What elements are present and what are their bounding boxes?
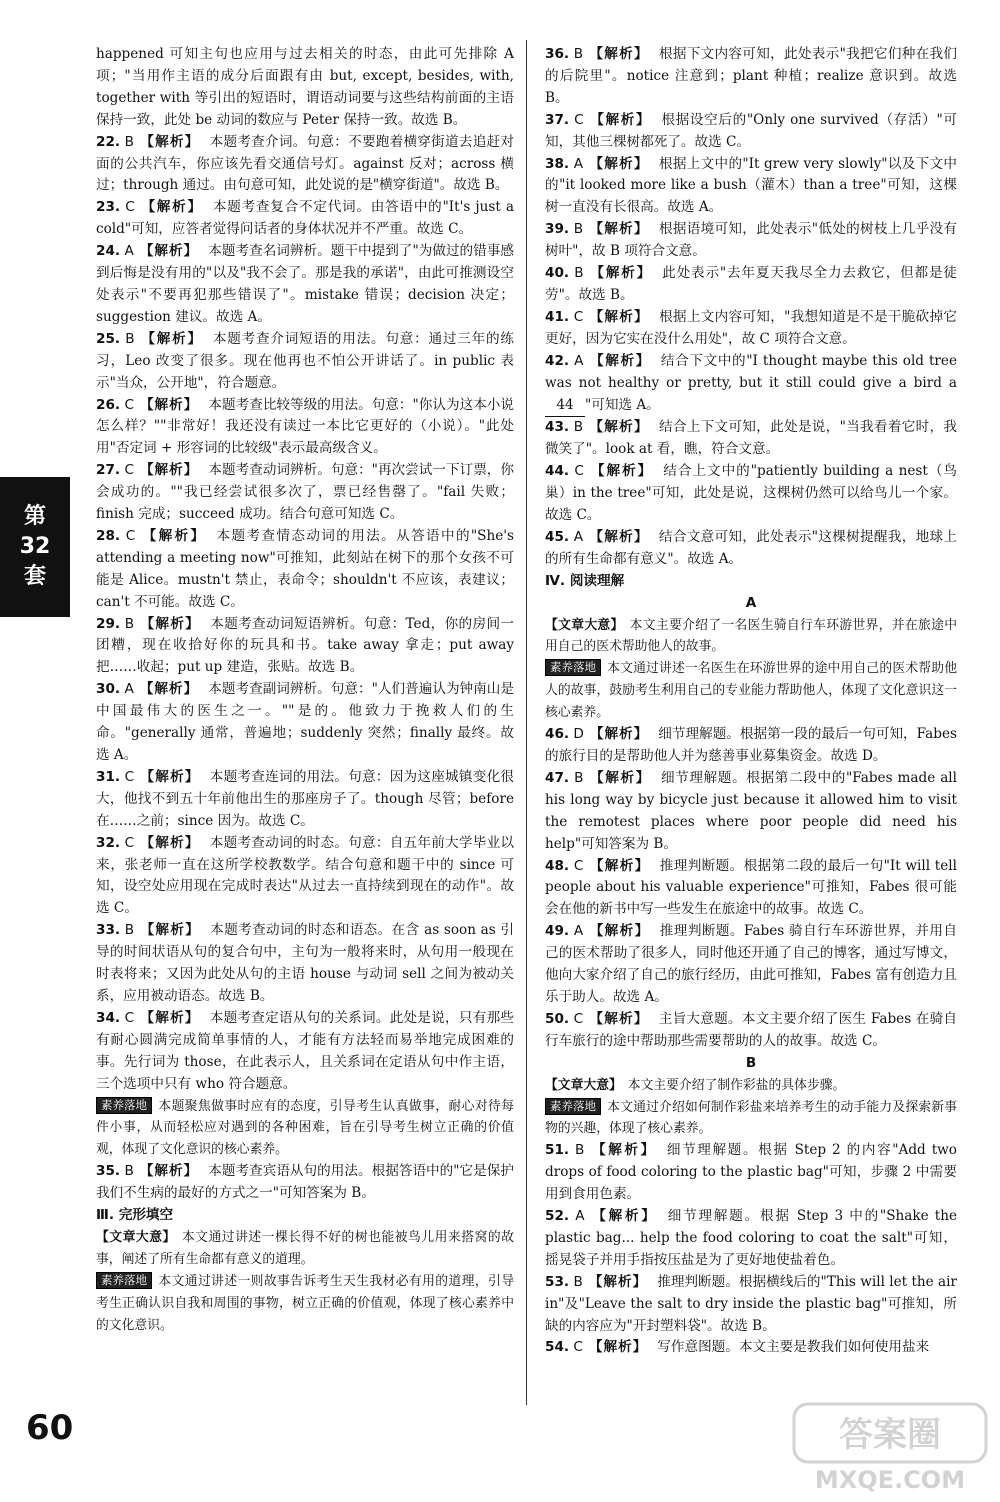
explanation-text: 本题考查宾语从句的用法。根据答语中的"它是保护我们不生病的最好的方式之一"可知答案为 B。: [96, 1163, 514, 1202]
explanation-text: 本题考查复合不定代词。由答语中的"It's just a cold"可知，应答者觉得问话者的身体状况并不严重。故选 C。: [96, 199, 515, 238]
section-heading: Ⅲ. 完形填空: [96, 1207, 174, 1224]
core-literacy-note: [545, 1097, 957, 1141]
continued-paragraph: happened 可知主句也应用与过去相关的时态，由此可先排除 A 项；"当用作主语的成分后面跟有由 but, except, besides, with, together with 等引出的短语时，谓语动词要与这些结构前面的主语保持一致，此处 be 动词的数应与 Peter 保持一致。故选 B。: [96, 46, 514, 128]
answer-item: [96, 132, 514, 198]
analysis-tag: 【解析】: [140, 199, 203, 216]
answer-letter: C: [124, 834, 135, 851]
answer-item: [545, 1140, 957, 1206]
explanation-text: 根据上文内容可知，"我想知道是不是干脆砍掉它更好，因为它实在没什么用处"，故 C 项符合文意。: [545, 308, 957, 347]
explanation-text: 本题考查副词辨析。句意："人们普遍认为钟南山是中国最伟大的医生之一。""是的。他致力于挽救人们的生命。"generally 通常，普遍地；suddenly 突然；finally 最终。故选 A。: [96, 681, 514, 763]
answer-letter: D: [573, 726, 584, 743]
analysis-tag: 【解析】: [140, 133, 200, 150]
explanation-text: 写作意图题。本文主要是教我们如何使用盐来: [657, 1339, 930, 1356]
question-number: 48.: [545, 857, 570, 874]
analysis-tag: 【解析】: [589, 769, 651, 786]
explanation-text: 此处表示"去年夏天我尽全力去救它，但都是徒劳"。故选 B。: [545, 265, 958, 303]
explanation-text: 主旨大意题。本文主要介绍了医生 Fabes 在骑自行车旅行的途中帮助那些需要帮助的人的故事。故选 C。: [545, 1010, 957, 1049]
article-summary: [96, 1227, 514, 1271]
analysis-tag: 【解析】: [140, 1009, 200, 1026]
page-number: 60: [26, 1408, 74, 1448]
question-number: 27.: [96, 462, 121, 479]
analysis-tag: 【解析】: [589, 111, 652, 128]
question-number: 53.: [545, 1273, 570, 1290]
explanation-text: 本题考查动词的时态。句意：自五年前大学毕业以来，张老师一直在这所学校教数学。结合句意和题干中的 since 可知，设空处应用现在完成时表达"从过去一直持续到现在的动作"。故选 C。: [96, 834, 515, 917]
answer-item: [545, 154, 957, 220]
analysis-tag: 【解析】: [590, 1208, 658, 1225]
answer-item: [96, 1008, 514, 1096]
answer-item: [96, 614, 514, 680]
explanation-text: 细节理解题。根据 Step 2 的内容"Add two drops of food coloring to the plastic bag"可知，步骤 2 中需要用到食用色素。: [545, 1142, 957, 1203]
analysis-tag: 【解析】: [589, 528, 649, 545]
answer-letter: B: [573, 419, 584, 436]
analysis-tag: 【解析】: [589, 1010, 649, 1027]
answer-letter: A: [124, 681, 134, 698]
explanation-text: 结合上文中的"patiently building a nest（鸟巢）in the tree"可知，此处是说，这棵树仍然可以给鸟儿一个家。故选 C。: [545, 463, 957, 524]
answer-item: [545, 417, 957, 461]
explanation-text: "可知选 A。: [585, 396, 660, 413]
set-number-tab: [0, 477, 70, 617]
question-number: 44.: [545, 463, 570, 480]
analysis-tag: 【解析】: [589, 265, 653, 282]
answer-item: [545, 1206, 957, 1272]
answer-item: [96, 460, 514, 526]
left-column: [96, 44, 514, 1336]
explanation-text: 本题考查动词的时态和语态。在含 as soon as 引导的时间状语从句的复合句中，主句为一般将来时，从句用一般现在时表将来；又因为此处从句的主语 house 与动词 sell 之间为被动关系，应用被动语态。故选 B。: [96, 922, 515, 1004]
question-number: 46.: [545, 726, 570, 743]
answer-letter: C: [124, 768, 135, 785]
literacy-badge: 素养落地: [96, 1272, 152, 1289]
right-column: [545, 44, 957, 1359]
analysis-tag: 【解析】: [139, 243, 199, 260]
answer-item: [96, 679, 514, 767]
section-heading: Ⅳ. 阅读理解: [545, 572, 625, 589]
analysis-tag: 【解析】: [139, 396, 199, 413]
question-number: 41.: [545, 308, 570, 325]
summary-label: 【文章大意】: [545, 617, 624, 633]
question-number: 32.: [96, 834, 121, 851]
analysis-tag: 【解析】: [140, 615, 201, 632]
answer-item: [545, 110, 957, 154]
side-tab-char: 套: [23, 564, 46, 589]
answer-letter: C: [125, 527, 136, 544]
answer-item: [545, 307, 957, 351]
question-number: 34.: [96, 1009, 121, 1026]
question-number: 22.: [96, 133, 121, 150]
answer-letter: C: [574, 463, 584, 480]
answer-item: [545, 351, 957, 418]
question-number: 30.: [96, 681, 121, 698]
answer-item: [96, 767, 514, 833]
question-number: 24.: [96, 243, 121, 260]
explanation-text: 本题考查比较等级的用法。句意："你认为这本小说怎么样？""非常好！我还没有读过一本比它更好的（小说）。"此处用"否定词 + 形容词的比较级"表示最高级含义。: [96, 396, 514, 457]
explanation-text: 本题考查介词短语的用法。句意：通过三年的练习，Leo 改变了很多。现在他再也不怕公开讲话了。in public 表示"当众，公开地"，符合题意。: [96, 330, 515, 391]
answer-item: [96, 329, 514, 395]
answer-letter: C: [124, 1009, 135, 1026]
explanation-text: 结合文意可知，此处表示"这棵树提醒我，地球上的所有生命都有意义"。故选 A。: [545, 528, 957, 567]
side-tab-number: 32: [19, 534, 51, 559]
side-tab-char: 第: [23, 504, 46, 529]
analysis-tag: 【解析】: [589, 463, 654, 480]
explanation-text: 结合下文中的"I thought maybe this old tree was not healthy or pretty, but it still could give a bird a: [545, 352, 958, 391]
passage-label: B: [745, 1054, 757, 1071]
question-number: 49.: [545, 923, 570, 940]
passage-label: A: [745, 594, 757, 611]
literacy-text: 本文通过讲述一名医生在环游世界的途中用自己的医术帮助他人的故事，鼓励考生利用自己的专业能力帮助他人，体现了文化意识这一核心素养。: [545, 661, 957, 721]
article-summary: [545, 1075, 957, 1097]
blank-number: 44: [545, 395, 585, 418]
explanation-text: 根据上文中的"It grew very slowly"以及下文中的"it looked more like a bush（灌木）than a tree"可知，这棵树一直没有长很高。故选 A。: [545, 155, 958, 216]
answer-item: [545, 1272, 957, 1338]
answer-letter: B: [574, 769, 584, 786]
explanation-text: 本题考查连词的用法。句意：因为这座城镇变化很大，他找不到五十年前他出生的那座房子了。though 尽管；before 在……之前；since 因为。故选 C。: [96, 768, 515, 829]
explanation-text: 推理判断题。根据横线后的"This will let the air in"及"Leave the salt to dry inside the plastic bag"可推知，所缺的内容应为"开封塑料袋"。故选 B。: [545, 1273, 957, 1334]
answer-letter: A: [573, 923, 584, 940]
answer-item: [545, 44, 957, 110]
question-number: 42.: [545, 352, 570, 369]
analysis-tag: 【解析】: [139, 1163, 199, 1180]
analysis-tag: 【解析】: [140, 330, 203, 347]
answer-letter: B: [125, 330, 135, 347]
site-watermark-logo: [790, 1400, 990, 1496]
literacy-text: 本文通过讲述一则故事告诉考生天生我材必有用的道理，引导考生正确认识自我和周围的事物，树立正确的价值观，体现了核心素养中的文化意识。: [96, 1273, 514, 1333]
question-number: 29.: [96, 615, 121, 632]
analysis-tag: 【解析】: [588, 1273, 648, 1290]
explanation-text: 本题考查名词辨析。题干中提到了"为做过的错事感到后悔是没有用的"以及"我不会了。那是我的承诺"，由此可推测设空处表示"不要再犯那些错误了"。mistake 错误；decision 决定；suggestion 建议。故选 A。: [96, 243, 514, 325]
literacy-text: 本文通过介绍如何制作彩盐来培养考生的动手能力及探索新事物的兴趣，体现了核心素养。: [545, 1099, 957, 1137]
explanation-text: 本题考查定语从句的关系词。此处是说，只有那些有耐心圆满完成简单事情的人，才能有方法轻而易举地完成困难的事。先行词为 those，在此表示人，且关系词在定语从句中作主语，三个选项中只有 who 符合题意。: [96, 1009, 515, 1092]
answer-item: [545, 219, 957, 263]
answer-item: [96, 1161, 514, 1205]
literacy-text: 本题聚焦做事时应有的态度，引导考生认真做事，耐心对待每件小事，从而轻松应对遇到的各种困难，旨在引导考生树立正确的价值观，体现了文化意识的核心素养。: [96, 1098, 514, 1158]
explanation-text: 根据语境可知，此处表示"低处的树枝上几乎没有树叶"，故 B 项符合文意。: [545, 221, 957, 260]
explanation-text: 细节理解题。根据 Step 3 中的"Shake the plastic bag... help the food coloring to coat the salt"可知，摇晃袋子并用手指按压盐是为了更好地使盐着色。: [545, 1208, 958, 1268]
summary-text: 本文主要介绍了制作彩盐的具体步骤。: [627, 1077, 846, 1093]
analysis-tag: 【解析】: [589, 857, 650, 874]
explanation-text: 细节理解题。根据第二段中的"Fabes made all his long way by bicycle just because it allowed him to visit the remotest places where poor people did need his help"可知答案为 B。: [545, 769, 957, 852]
answer-letter: B: [573, 46, 584, 62]
analysis-tag: 【解析】: [589, 726, 649, 743]
analysis-tag: 【解析】: [589, 155, 649, 172]
question-number: 31.: [96, 768, 121, 785]
answer-letter: C: [124, 462, 134, 479]
explanation-text: 推理判断题。Fabes 骑自行车环游世界，并用自己的医术帮助了很多人，同时他还开通了自己的博客，通过写博文，他向大家介绍了自己的旅行经历，由此可推知，Fabes 富有创造力且乐于助人。故选 A。: [545, 923, 958, 1005]
answer-letter: C: [574, 111, 584, 128]
question-number: 40.: [545, 265, 570, 282]
analysis-tag: 【解析】: [589, 923, 650, 940]
answer-letter: A: [573, 528, 584, 545]
answer-item: [545, 856, 957, 922]
answer-letter: C: [573, 857, 584, 874]
explanation-text: 本题考查动词辨析。句意："再次尝试一下订票，你会成功的。""我已经尝试很多次了，票已经售罄了。"fail 失败；finish 完成；succeed 成功。结合句意可知选 C。: [96, 462, 514, 523]
question-number: 50.: [545, 1010, 570, 1027]
explanation-text: 本题考查动词短语辨析。句意：Ted，你的房间一团糟，现在收拾好你的玩具和书。take away 拿走；put away 把……收起；put up 建造，张贴。故选 B。: [96, 615, 515, 676]
answer-item: [96, 526, 514, 614]
answer-letter: C: [573, 1010, 584, 1027]
answer-item: [545, 527, 957, 571]
answer-letter: B: [574, 265, 584, 282]
question-number: 45.: [545, 528, 570, 545]
answer-letter: C: [573, 1339, 583, 1356]
question-number: 36.: [545, 46, 570, 62]
article-summary: [545, 615, 957, 659]
question-number: 54.: [545, 1339, 570, 1356]
explanation-text: 结合上下文可知，此处是说，"当我看着它时，我微笑了"。look at 看，瞧，符合文意。: [545, 419, 957, 458]
summary-label: 【文章大意】: [545, 1077, 622, 1093]
answer-letter: B: [124, 922, 135, 939]
answer-letter: A: [573, 155, 584, 172]
literacy-badge: 素养落地: [545, 1098, 601, 1115]
answer-item: [96, 833, 514, 921]
answer-letter: B: [124, 133, 134, 150]
analysis-tag: 【解析】: [589, 352, 651, 369]
analysis-tag: 【解析】: [590, 1142, 657, 1159]
summary-label: 【文章大意】: [96, 1229, 176, 1245]
analysis-tag: 【解析】: [588, 1339, 648, 1356]
explanation-text: 本题考查情态动词的用法。从答语中的"She's attending a meeting now"可推知，此刻站在树下的那个女孩不可能是 Alice。mustn't 禁止，表命令；shouldn't 不应该，表建议；can't 不可能。故选 C。: [96, 527, 515, 610]
answer-letter: B: [573, 221, 584, 238]
answer-letter: C: [573, 308, 584, 325]
question-number: 38.: [545, 155, 570, 172]
answer-letter: B: [575, 1142, 585, 1159]
analysis-tag: 【解析】: [141, 527, 207, 544]
question-number: 51.: [545, 1142, 570, 1159]
analysis-tag: 【解析】: [139, 462, 199, 479]
explanation-text: 细节理解题。根据第一段的最后一句可知，Fabes 的旅行目的是帮助他人并为慈善事业募集资金。故选 D。: [545, 726, 957, 764]
svg-text:MXQE.COM: MXQE.COM: [814, 1466, 966, 1494]
question-number: 37.: [545, 111, 570, 128]
question-number: 52.: [545, 1208, 570, 1225]
analysis-tag: 【解析】: [139, 681, 199, 698]
analysis-tag: 【解析】: [589, 221, 649, 238]
explanation-text: 本题考查介词。句意：不要跑着横穿街道去追赶对面的公共汽车，你应该先看交通信号灯。against 反对；across 横过；through 通过。由句意可知，此处说的是"横穿街道"。故选 B。: [96, 133, 515, 194]
analysis-tag: 【解析】: [140, 922, 201, 939]
question-number: 33.: [96, 922, 121, 939]
answer-letter: A: [124, 243, 134, 260]
question-number: 26.: [96, 396, 121, 413]
literacy-badge: 素养落地: [96, 1097, 152, 1114]
answer-item: [545, 263, 957, 307]
explanation-text: 根据下文内容可知，此处表示"我把它们种在我们的后院里"。notice 注意到；plant 种植；realize 意识到。故选 B。: [545, 46, 957, 106]
answer-letter: B: [573, 1273, 583, 1290]
question-number: 25.: [96, 330, 121, 347]
question-number: 35.: [96, 1163, 121, 1180]
analysis-tag: 【解析】: [589, 308, 650, 325]
answer-item: [545, 461, 957, 527]
explanation-text: 推理判断题。根据第二段的最后一句"It will tell people about his valuable experience"可推知，Fabes 很可能会在他的新书中写一些发生在旅途中的故事。故选 C。: [545, 857, 958, 918]
question-number: 47.: [545, 769, 570, 786]
question-number: 23.: [96, 199, 121, 216]
core-literacy-note: [96, 1096, 514, 1162]
answer-item: [96, 920, 514, 1008]
answer-letter: A: [574, 352, 584, 369]
answer-item: [545, 1009, 957, 1053]
core-literacy-note: [545, 658, 957, 724]
answer-item: [545, 724, 957, 768]
answer-item: [96, 197, 514, 241]
analysis-tag: 【解析】: [140, 834, 200, 851]
literacy-badge: 素养落地: [545, 659, 601, 676]
answer-letter: B: [124, 1163, 134, 1180]
core-literacy-note: [96, 1271, 514, 1337]
answer-letter: C: [125, 199, 135, 216]
answer-item: [96, 395, 514, 461]
answer-letter: C: [124, 396, 134, 413]
answer-item: [545, 921, 957, 1009]
svg-text:答案圈: 答案圈: [839, 1415, 941, 1455]
summary-text: 本文主要介绍了一名医生骑自行车环游世界，并在旅途中用自己的医术帮助他人的故事。: [545, 617, 958, 655]
question-number: 28.: [96, 527, 121, 544]
explanation-text: 根据设空后的"Only one survived（存活）"可知，其他三棵树都死了。故选 C。: [545, 111, 957, 150]
answer-item: [545, 1337, 957, 1359]
analysis-tag: 【解析】: [589, 419, 649, 436]
answer-item: [96, 241, 514, 329]
question-number: 43.: [545, 419, 570, 436]
question-number: 39.: [545, 221, 570, 238]
analysis-tag: 【解析】: [589, 46, 649, 62]
answer-letter: A: [575, 1208, 585, 1225]
column-divider: [526, 40, 527, 1405]
summary-text: 本文通过讲述一棵长得不好的树也能被鸟儿用来搭窝的故事，阐述了所有生命都有意义的道理。: [96, 1229, 515, 1267]
answer-letter: B: [124, 615, 135, 632]
analysis-tag: 【解析】: [140, 768, 200, 785]
answer-item: [545, 768, 957, 856]
